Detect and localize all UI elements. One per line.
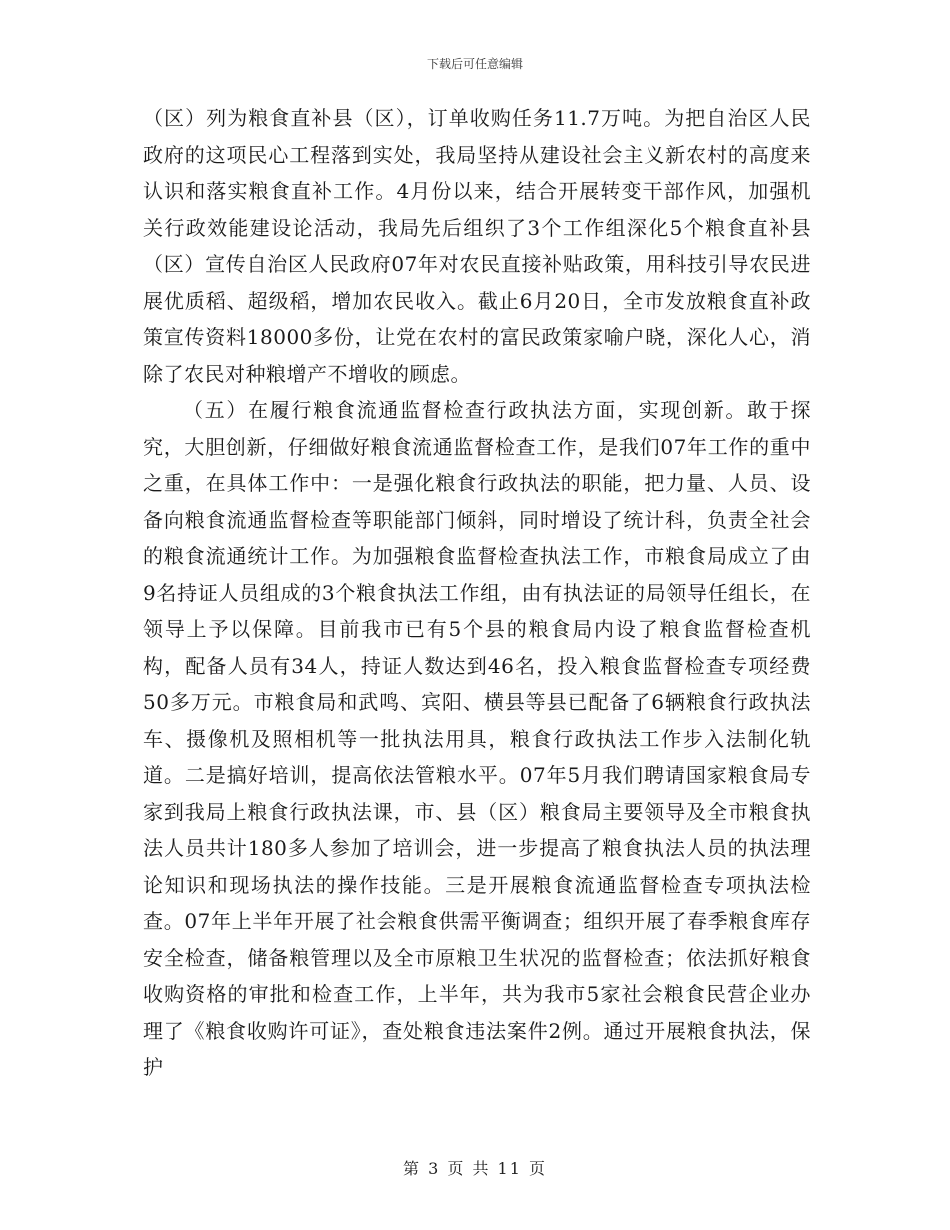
paragraph-continued: （区）列为粮食直补县（区），订单收购任务11.7万吨。为把自治区人民政府的这项民心工程落到实处，我局坚持从建设社会主义新农村的高度来认识和落实粮食直补工作。4月份以来，结合开展转变干部作风，加强机关行政效能建设论活动，我局先后组织了3个工作组深化5个粮食直补县（区）宣传自治区人民政府07年对农民直接补贴政策，用科技引导农民进展优质稻、超级稻，增加农民收入。截止6月20日，全市发放粮食直补政策宣传资料18000多份，让党在农村的富民政策家喻户晓，深化人心，消除了农民对种粮增产不增收的顾虑。 (143, 106, 811, 386)
page-number-footer: 第 3 页 共 11 页 (403, 1159, 547, 1178)
header-note: 下载后可任意编辑 (426, 57, 523, 71)
document-body (143, 100, 811, 1086)
paragraph-section-five: （五）在履行粮食流通监督检查行政执法方面，实现创新。敢于探究，大胆创新，仔细做好粮食流通监督检查工作，是我们07年工作的重中之重，在具体工作中：一是强化粮食行政执法的职能，把力量、人员、设备向粮食流通监督检查等职能部门倾斜，同时增设了统计科，负责全社会的粮食流通统计工作。为加强粮食监督检查执法工作，市粮食局成立了由9名持证人员组成的3个粮食执法工作组，由有执法证的局领导任组长，在领导上予以保障。目前我市已有5个县的粮食局内设了粮食监督检查机构，配备人员有34人，持证人数达到46名，投入粮食监督检查专项经费50多万元。市粮食局和武鸣、宾阳、横县等县已配备了6辆粮食行政执法车、摄像机及照相机等一批执法用具，粮食行政执法工作步入法制化轨道。二是搞好培训，提高依法管粮水平。07年5月我们聘请国家粮食局专家到我局上粮食行政执法课，市、县（区）粮食局主要领导及全市粮食执法人员共计180多人参加了培训会，进一步提高了粮食执法人员的执法理论知识和现场执法的操作技能。三是开展粮食流通监督检查专项执法检查。07年上半年开展了社会粮食供需平衡调查；组织开展了春季粮食库存安全检查，储备粮管理以及全市原粮卫生状况的监督检查；依法抓好粮食收购资格的审批和检查工作，上半年，共为我市5家社会粮食民营企业办理了《粮食收购许可证》，查处粮食违法案件2例。通过开展粮食执法，保护 (143, 398, 811, 1079)
